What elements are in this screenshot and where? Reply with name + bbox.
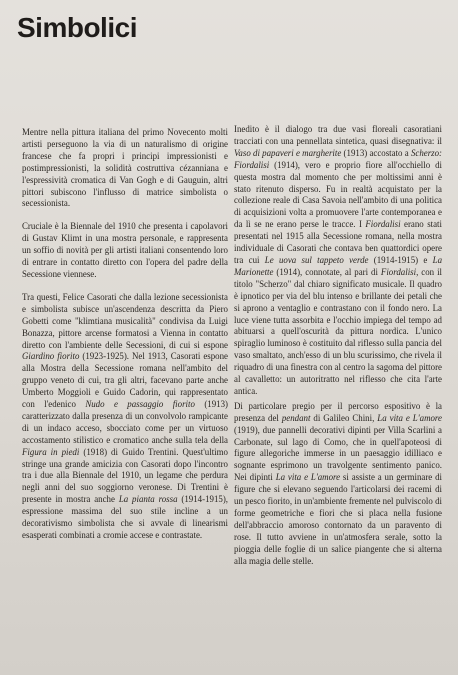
left-text-column [22,127,228,553]
artwork-title: Figura in piedi [22,446,80,457]
text-run: si assiste a un germinare di figure che si elevano seguendo l'articolarsi dei racemi di un pesco fiorito, in un'ambiente fremente nel pulviscolo di forme geometriche e fiori che si placa nella fusione dell'abbraccio amoroso contornato da un paravento di rose. Il tutto avviene in un'atmosfera serale, sotto la pioggia delle foglie di un salice piangente che si alterna alla magia delle stelle. [234,472,442,566]
artwork-title: La Marionette [234,254,443,277]
artwork-title: Giardino fiorito [22,351,80,362]
artwork-title: Vaso di papaveri e margherite [234,147,342,158]
page-title: Simbolici [17,12,137,43]
text-run: erano stati presentati nel 1915 alla Secessione romana, nella mostra individuale di Casorati che contava ben quattordici opere tra cui [234,219,442,265]
artwork-title: Scherzo: Fiordalisi [234,147,442,170]
text-run: (1914-1915), espressione massima del suo stile incline a un decorativismo simbolista che si avvale di linearismi esasperati combinati a cromie accese e contrastate. [22,494,228,540]
paragraph-vasi [234,124,442,398]
text-run: Inedito è il dialogo tra due vasi floreali casoratiani tracciati con una pennellata sintetica, quasi disegnativa: il [234,124,442,146]
artwork-title: Nudo e passaggio fiorito [85,399,195,410]
artwork-title: La vita e L'amore [377,412,442,423]
artwork-title: Le uova sul tappeto verde [264,254,369,265]
text-run: Di particolare pregio per il percorso espositivo è la presenza del [234,400,442,423]
artwork-title: La vita e L'amore [275,472,341,483]
text-run: , con il titolo "Scherzo" dal chiaro significato musicale. Il quadro è ipnotico per via del blu intenso e brillante dei petali che si aprono a ventaglio e contrastano con il fondo nero. La luce viene tutta assorbita e l'occhio impiega del tempo ad abituarsi a quell'oscurità da pittura nordica. L'unico spiraglio luminoso è costituito dal riflesso sulla pancia del vaso smaltato, anch'esso di un blu scurissimo, che rivela il riquadro di una finestra con al centro la sagoma del pittore al cavalletto: un autoritratto nel riflesso che cita l'arte antica. [234,266,442,396]
text-run: (1918) di Guido Trentini. Quest'ultimo stringe una grande amicizia con Casorati dopo l'incontro tra i due alla Biennale del 1910, un legame che perdura negli anni del suo soggiorno veronese. Di Trentini è presente in mostra anche [22,446,228,505]
paragraph-casorati [22,292,228,542]
text-run: (1914), connotate, al pari di [273,266,381,277]
text-run: (1914), vero e proprio fiore all'occhiello di questa mostra dal momento che per moltissimi anni è stato ritenuto disperso. Fu in realtà acquistato per la collezione reale di Casa Savoia nell'ambito di una politica di acquisizioni volta a promuovere l'arte contemporanea e da lì se ne erano perse le tracce. I [234,159,442,230]
paragraph-chini [234,401,442,568]
artwork-title: Fiordalisi [380,266,417,277]
text-run: di Galileo Chini, [310,412,378,423]
artwork-title: Fiordalisi [365,219,401,230]
text-run: (1913) accostato a [341,147,411,158]
text-run: (1919), due pannelli decorativi dipinti per Villa Scarlini a Carbonate, sul lago di Como, che in quell'apoteosi di figure allegoriche immerse in un paesaggio idilliaco e sognante esprimono un travolgente sentimento panico. Nei dipinti [234,424,442,483]
right-text-column [234,124,442,571]
paragraph-intro: Mentre nella pittura italiana del primo Novecento molti artisti perseguono la via di un naturalismo di origine francese che fa propri i principi impressionisti e postimpressionisti, la solidità costruttiva cézanniana e l'espressività cromatica di Van Gogh e di Gauguin, altri pittori subiscono l'influsso di matrice simbolista o secessionista. [22,127,228,209]
text-run: (1923-1925). Nel 1913, Casorati espone alla Mostra della Secessione romana nell'ambito del gruppo veneto di cui, tra gli altri, facevano parte anche Umberto Moggioli e Guido Cadorin, qui rappresentato con l'edenico [22,351,228,410]
text-run: (1913) caratterizzato dalla presenza di un convolvolo rampicante di un indaco acceso, sbocciato come per un virtuoso accostamento stilistico e cromatico anche sulla tela della [22,399,228,445]
paragraph-biennale: Cruciale è la Biennale del 1910 che presenta i capolavori di Gustav Klimt in una mostra personale, e rappresenta un soffio di novità per gli artisti italiani consentendo loro di entrare in contatto diretto con l'opera del padre della Secessione viennese. [22,221,228,279]
artwork-title: La pianta rossa [118,494,178,505]
text-run: Tra questi, Felice Casorati che dalla lezione secessionista e simbolista subisce un'ascendenza descritta da Piero Gobetti come "klimtiana musicalità" condivisa da Luigi Bonazza, pittore arcense formatosi a Vienna in contatto diretto con l'ambiente delle Secessioni, di cui si espone [22,291,228,350]
text-run: (1914-1915) e [368,254,433,265]
artwork-title: pendant [281,412,311,423]
